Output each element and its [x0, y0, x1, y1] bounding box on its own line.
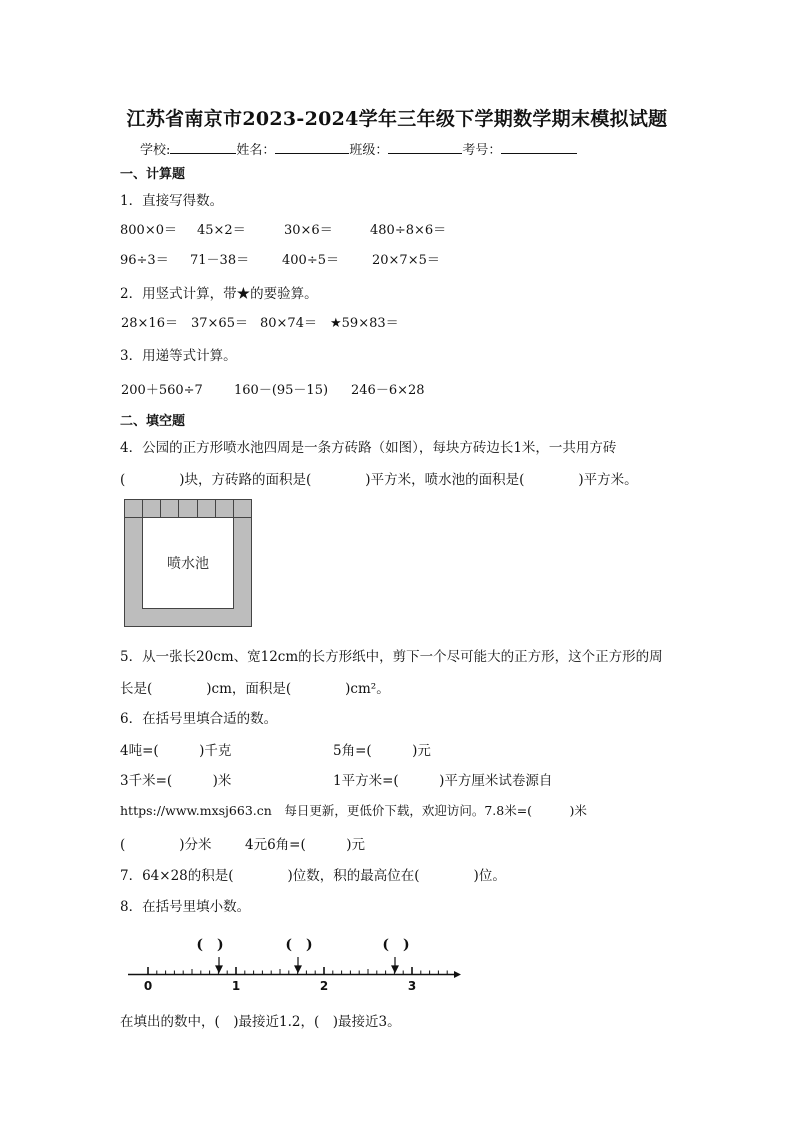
- tick-label: 2: [319, 979, 329, 993]
- tick-label: 0: [143, 979, 153, 993]
- q3-prompt: 3．用递等式计算。: [120, 348, 237, 364]
- q1-item: 45×2＝: [197, 223, 246, 238]
- q2-item: 37×65＝: [191, 316, 248, 331]
- blank-paren[interactable]: ( ): [382, 937, 410, 953]
- q1-row2: [0, 249, 794, 267]
- q2-item: ★59×83＝: [330, 316, 399, 331]
- number-line-figure: [118, 932, 463, 994]
- q1-item: 400÷5＝: [282, 253, 339, 268]
- q6-item: 4吨=( )千克: [120, 743, 232, 759]
- pool-label: 喷水池: [167, 556, 209, 572]
- class-blank[interactable]: [388, 141, 462, 154]
- q1-item: 30×6＝: [284, 223, 333, 238]
- q6-item-with-url: https://www.mxsj663.cn 每日更新，更低价下载，欢迎访问。7.8米=( )米: [120, 803, 587, 818]
- q2-item: 28×16＝: [121, 316, 178, 331]
- q6-item: 4元6角=( )元: [245, 837, 366, 853]
- down-arrow-icon: [392, 966, 398, 972]
- section-fill-blank: 二、填空题: [120, 414, 186, 429]
- q6-item: 3千米=( )米: [120, 773, 232, 789]
- q6-item: ( )分米: [120, 837, 212, 853]
- q8-footer: 在填出的数中，( )最接近1.2，( )最接近3。: [120, 1014, 401, 1030]
- q3-items: [0, 379, 794, 397]
- q6-prompt: 6．在括号里填合适的数。: [120, 711, 278, 727]
- q7-text: 7．64×28的积是( )位数，积的最高位在( )位。: [120, 868, 506, 884]
- q8-prompt: 8．在括号里填小数。: [120, 899, 251, 915]
- section-calculation: 一、计算题: [120, 167, 186, 182]
- page-title: 江苏省南京市2023-2024学年三年级下学期数学期末模拟试题: [126, 108, 668, 130]
- q1-item: 71－38＝: [190, 253, 250, 268]
- name-blank[interactable]: [275, 141, 349, 154]
- tick-label: 1: [231, 979, 241, 993]
- name-label: 姓名：: [236, 143, 276, 158]
- fountain-figure: [124, 499, 252, 627]
- q1-item: 96÷3＝: [120, 253, 169, 268]
- q5-line1: 5．从一张长20cm、宽12cm的长方形纸中，剪下一个尽可能大的正方形，这个正方形的周: [120, 649, 663, 665]
- class-label: 班级：: [349, 143, 389, 158]
- school-label: 学校:: [140, 143, 171, 158]
- q5-line2: 长是( )cm，面积是( )cm²。: [120, 681, 390, 697]
- q3-item: 246－6×28: [351, 383, 425, 398]
- q2-prompt: 2．用竖式计算，带★的要验算。: [120, 286, 318, 302]
- q1-row1: [0, 219, 794, 237]
- q1-item: 20×7×5＝: [372, 253, 440, 268]
- q3-item: 200＋560÷7: [121, 383, 203, 398]
- arrows: [216, 957, 398, 972]
- q4-line1: 4．公园的正方形喷水池四周是一条方砖路（如图），每块方砖边长1米，一共用方砖: [120, 440, 617, 456]
- q1-prompt: 1．直接写得数。: [120, 193, 224, 209]
- tick-label: 3: [407, 979, 417, 993]
- blank-paren[interactable]: ( ): [285, 937, 313, 953]
- down-arrow-icon: [216, 966, 222, 972]
- q2-item: 80×74＝: [260, 316, 317, 331]
- axis-arrow-icon: [454, 971, 461, 978]
- exam-no-label: 考号：: [462, 143, 502, 158]
- school-blank[interactable]: [170, 141, 236, 154]
- q6-item: 1平方米=( )平方厘米试卷源自: [333, 773, 553, 789]
- q1-item: 480÷8×6＝: [370, 223, 447, 238]
- q3-item: 160－(95－15): [234, 383, 329, 398]
- q2-items: [0, 312, 794, 330]
- blank-paren[interactable]: ( ): [196, 937, 224, 953]
- q4-line2: ( )块，方砖路的面积是( )平方米，喷水池的面积是( )平方米。: [120, 472, 638, 488]
- student-info-line: [140, 139, 577, 158]
- q1-item: 800×0＝: [120, 223, 177, 238]
- exam-no-blank[interactable]: [501, 141, 577, 154]
- q6-item: 5角=( )元: [333, 743, 431, 759]
